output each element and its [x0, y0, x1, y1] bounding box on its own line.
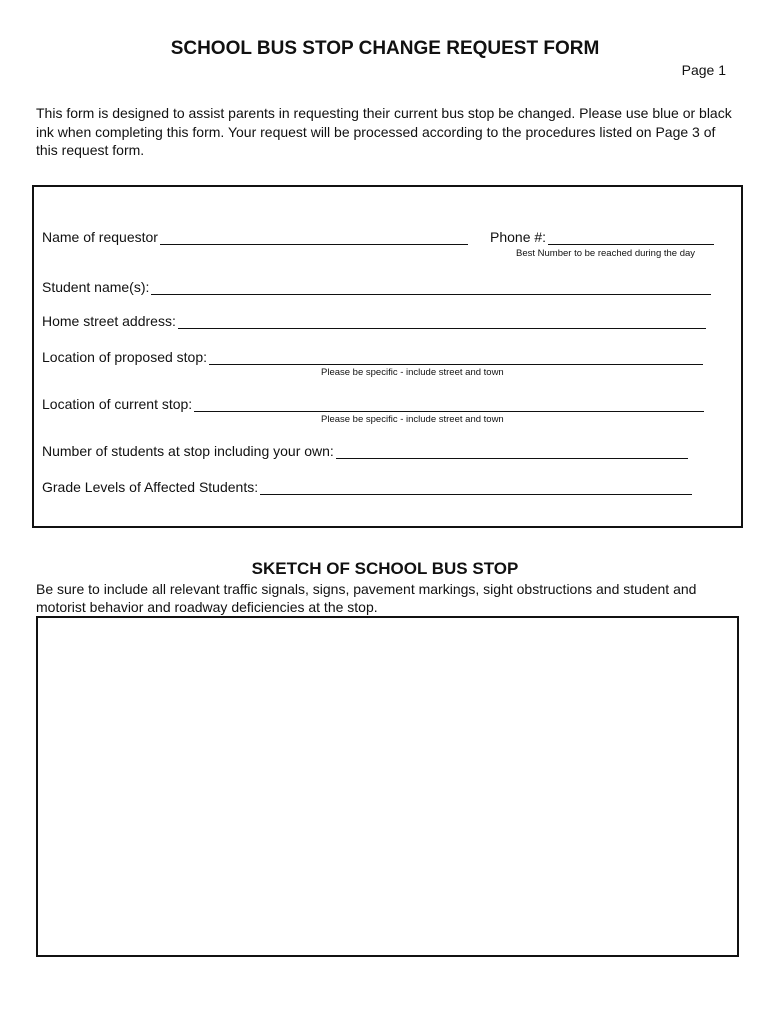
phone-field[interactable]	[490, 229, 714, 245]
num-students-label: Number of students at stop including your own:	[42, 443, 334, 459]
student-names-field[interactable]	[42, 279, 711, 295]
current-stop-field[interactable]	[42, 396, 704, 412]
current-stop-line[interactable]	[194, 398, 704, 412]
proposed-stop-line[interactable]	[209, 351, 703, 365]
current-stop-label: Location of current stop:	[42, 396, 193, 412]
phone-line[interactable]	[548, 231, 714, 245]
proposed-stop-label: Location of proposed stop:	[42, 349, 208, 365]
requestor-name-line[interactable]	[160, 231, 468, 245]
grade-levels-line[interactable]	[260, 481, 692, 495]
sketch-area[interactable]	[36, 616, 739, 957]
proposed-stop-field[interactable]	[42, 349, 703, 365]
current-stop-hint: Please be specific - include street and town	[321, 414, 504, 425]
grade-levels-label: Grade Levels of Affected Students:	[42, 479, 259, 495]
sketch-instructions: Be sure to include all relevant traffic signals, signs, pavement markings, sight obstructions and student and motorist behavior and roadway deficiencies at the stop.	[36, 581, 697, 615]
form-title: SCHOOL BUS STOP CHANGE REQUEST FORM	[170, 38, 600, 59]
student-names-label: Student name(s):	[42, 279, 150, 295]
num-students-line[interactable]	[336, 445, 688, 459]
requestor-info-box	[32, 185, 743, 528]
intro-paragraph: This form is designed to assist parents in requesting their current bus stop be changed. Please use blue or black ink when completing this form. Your request will be processed according to the procedures listed on Page 3 of this request form.	[36, 105, 732, 158]
phone-hint: Best Number to be reached during the day	[516, 248, 696, 259]
grade-levels-field[interactable]	[42, 479, 692, 495]
home-address-field[interactable]	[42, 313, 706, 329]
home-address-label: Home street address:	[42, 313, 176, 329]
phone-label: Phone #:	[490, 229, 547, 245]
page-number: Page 1	[681, 62, 726, 78]
requestor-name-field[interactable]	[42, 229, 468, 245]
sketch-title: SKETCH OF SCHOOL BUS STOP	[251, 559, 519, 578]
proposed-stop-hint: Please be specific - include street and town	[321, 367, 504, 378]
student-names-line[interactable]	[151, 281, 711, 295]
requestor-name-label: Name of requestor	[42, 229, 158, 245]
home-address-line[interactable]	[178, 315, 706, 329]
num-students-field[interactable]	[42, 443, 688, 459]
